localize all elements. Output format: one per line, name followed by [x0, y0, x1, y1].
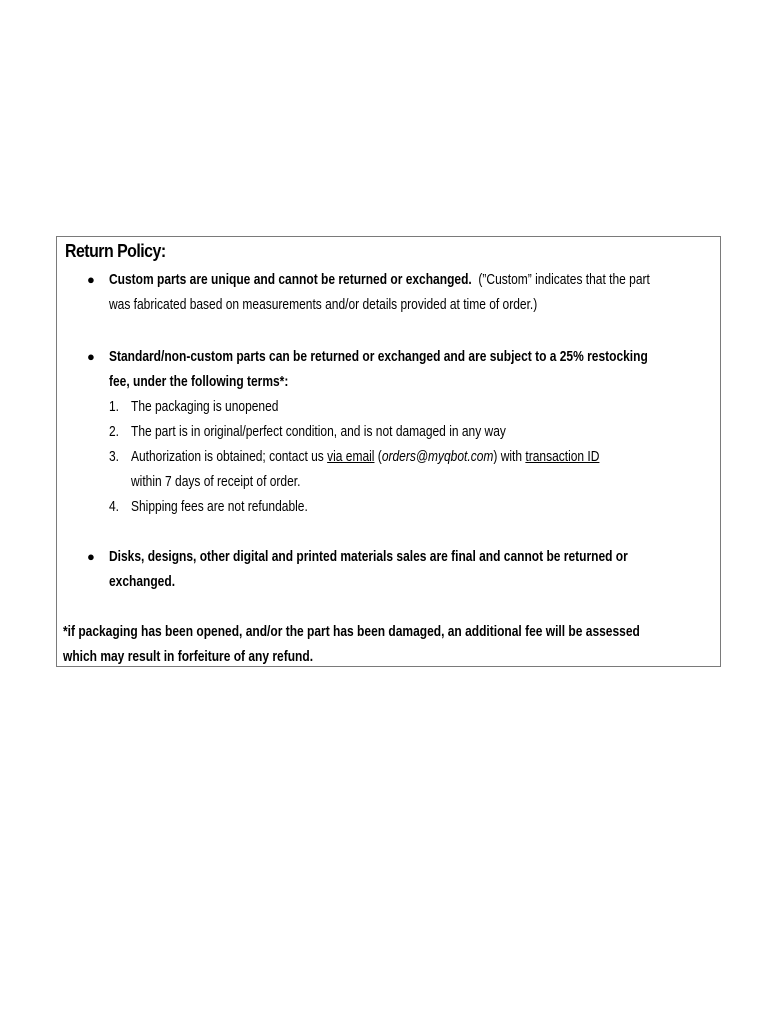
- standard-parts-statement-continued: fee, under the following terms*:: [109, 373, 289, 390]
- standard-parts-statement: Standard/non-custom parts can be returned or exchanged and are subject to a 25% restocking: [109, 348, 648, 365]
- term-3-text-continued: within 7 days of receipt of order.: [131, 473, 301, 490]
- term-number: 1.: [109, 398, 120, 415]
- term-number: 3.: [109, 448, 120, 465]
- email-link[interactable]: via email: [327, 448, 375, 465]
- bullet-icon: ●: [87, 549, 95, 564]
- custom-parts-statement: Custom parts are unique and cannot be returned or exchanged.: [109, 271, 472, 288]
- policy-title: Return Policy:: [65, 240, 166, 261]
- custom-parts-note-continued: was fabricated based on measurements and/or details provided at time of order.): [109, 296, 538, 313]
- bullet-icon: ●: [87, 272, 95, 287]
- footnote: *if packaging has been opened, and/or the part has been damaged, an additional fee will be assessed: [63, 623, 640, 640]
- term-3-text: [131, 448, 599, 466]
- custom-parts-note: (”Custom” indicates that the part: [478, 271, 650, 288]
- term-3-mid: ) with: [493, 448, 526, 465]
- custom-parts-item: [109, 271, 650, 289]
- term-number: 4.: [109, 498, 120, 515]
- digital-materials-statement: Disks, designs, other digital and printed materials sales are final and cannot be returned or: [109, 548, 628, 565]
- term-4-text: Shipping fees are not refundable.: [131, 498, 308, 515]
- return-policy-box: [56, 236, 721, 667]
- term-number: 2.: [109, 423, 120, 440]
- transaction-id-link[interactable]: transaction ID: [525, 448, 600, 465]
- bullet-icon: ●: [87, 349, 95, 364]
- footnote-continued: which may result in forfeiture of any refund.: [63, 648, 314, 665]
- term-2-text: The part is in original/perfect condition, and is not damaged in any way: [131, 423, 506, 440]
- open-paren: (: [374, 448, 382, 465]
- email-address: orders@myqbot.com: [381, 448, 494, 465]
- term-3-prefix: Authorization is obtained; contact us: [131, 448, 328, 465]
- digital-materials-statement-continued: exchanged.: [109, 573, 176, 590]
- term-1-text: The packaging is unopened: [131, 398, 279, 415]
